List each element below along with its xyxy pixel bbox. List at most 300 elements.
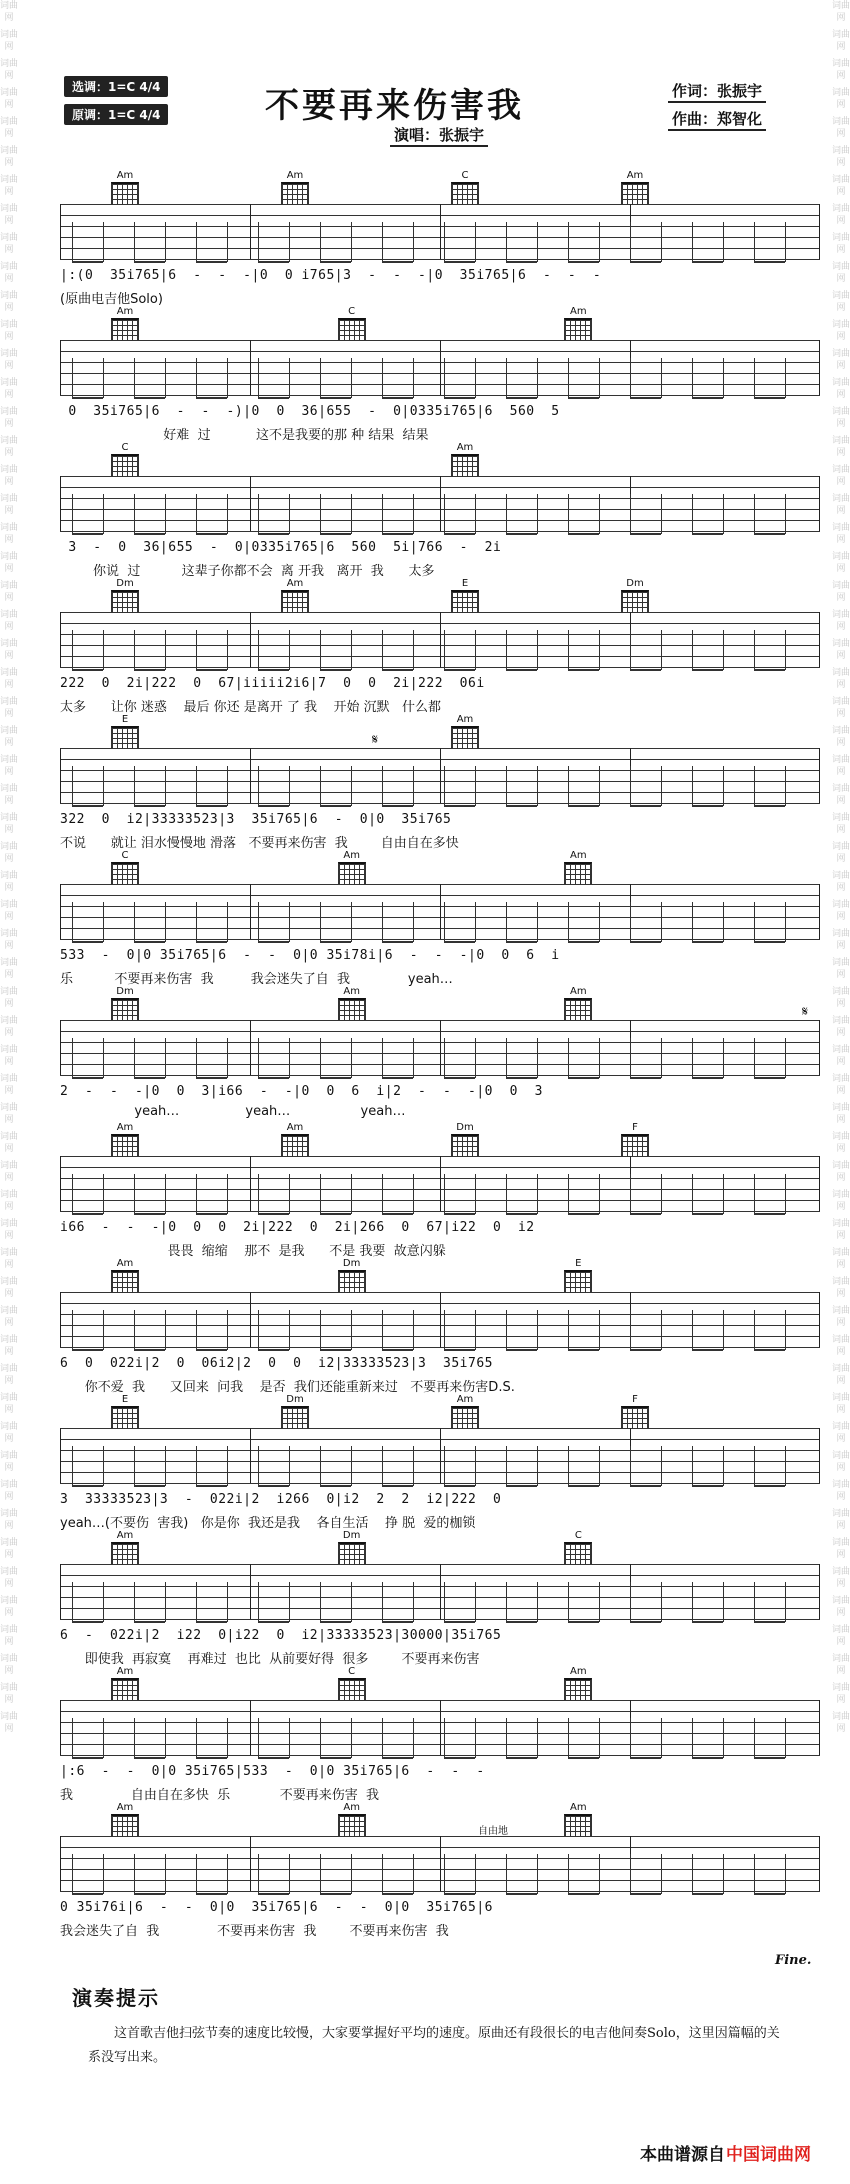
rhythm-stem: [413, 1854, 414, 1894]
chord-grid: [111, 182, 139, 205]
rhythm-beam: [196, 533, 227, 535]
rhythm-stem: [351, 902, 352, 942]
bar-line: [440, 340, 441, 395]
rhythm-stem: [351, 1718, 352, 1758]
watermark-text: 词曲网: [832, 1364, 850, 1386]
tab-row: [60, 1258, 820, 1394]
watermark-text: 词曲网: [0, 1074, 18, 1096]
rhythm-beam: [72, 1757, 103, 1759]
watermark-text: 词曲网: [0, 349, 18, 371]
watermark-text: 词曲网: [0, 1596, 18, 1618]
rhythm-beam: [134, 805, 165, 807]
rhythm-stem: [785, 1718, 786, 1758]
rhythm-beam: [320, 533, 351, 535]
watermark-text: 词曲网: [832, 1277, 850, 1299]
rhythm-stem: [661, 1718, 662, 1758]
watermark-text: 词曲网: [832, 262, 850, 284]
watermark-text: 词曲网: [0, 1451, 18, 1473]
rhythm-stem: [537, 630, 538, 670]
chord-grid: [281, 590, 309, 613]
rhythm-beam: [134, 533, 165, 535]
rhythm-stem: [320, 494, 321, 534]
watermark-text: 词曲网: [832, 117, 850, 139]
chord-diagram: [450, 170, 480, 205]
rhythm-beam: [568, 1893, 599, 1895]
staff-line: [60, 395, 820, 396]
watermark-text: 词曲网: [0, 146, 18, 168]
rhythm-stem: [785, 358, 786, 398]
bar-line: [440, 1428, 441, 1483]
rhythm-beam: [196, 1077, 227, 1079]
rhythm-stem: [723, 1854, 724, 1894]
rhythm-beam: [320, 1213, 351, 1215]
rhythm-stem: [227, 358, 228, 398]
rhythm-stem: [444, 902, 445, 942]
bar-line: [250, 612, 251, 667]
staff-line: [60, 531, 820, 532]
watermark-text: 词曲网: [832, 1, 850, 23]
rhythm-stem: [258, 1446, 259, 1486]
rhythm-stem: [754, 902, 755, 942]
chord-name: Am: [570, 1802, 587, 1813]
rhythm-stem: [754, 630, 755, 670]
staff-line: [60, 1891, 820, 1892]
rhythm-beam: [72, 1621, 103, 1623]
rhythm-beam: [568, 941, 599, 943]
rhythm-stem: [754, 1174, 755, 1214]
rhythm-stem: [785, 494, 786, 534]
rhythm-stem: [568, 766, 569, 806]
rhythm-stem: [72, 630, 73, 670]
rhythm-stem: [506, 222, 507, 262]
watermark-text: 词曲网: [832, 1393, 850, 1415]
rhythm-stem: [568, 1854, 569, 1894]
watermark-text: 词曲网: [832, 1451, 850, 1473]
lyrics-line: yeah…(不要伤 害我) 你是你 我还是我 各自生活 挣 脱 爱的枷锁: [60, 1516, 476, 1531]
rhythm-stem: [506, 1446, 507, 1486]
bar-line: [60, 204, 61, 259]
rhythm-stem: [196, 1446, 197, 1486]
rhythm-beam: [754, 1893, 785, 1895]
chord-name: Am: [116, 1530, 134, 1541]
rhythm-stem: [258, 358, 259, 398]
chord-grid: [621, 1134, 649, 1157]
watermark-text: 词曲网: [0, 726, 18, 748]
rhythm-beam: [692, 1621, 723, 1623]
chord-name: Am: [116, 1666, 134, 1677]
rhythm-stem: [723, 1038, 724, 1078]
rhythm-stem: [320, 1582, 321, 1622]
rhythm-beam: [568, 261, 599, 263]
lyrics-line: 好难 过 这不是我要的那 种 结果 结果: [60, 428, 429, 443]
lyrics-line: 不说 就让 泪水慢慢地 滑落 不要再来伤害 我 自由自在多快: [60, 836, 459, 851]
rhythm-stem: [351, 766, 352, 806]
rhythm-beam: [506, 261, 537, 263]
rhythm-stem: [413, 766, 414, 806]
tab-row: [60, 1802, 820, 1938]
chord-grid: [111, 998, 139, 1021]
watermark-text: 词曲网: [0, 871, 18, 893]
watermark-text: 词曲网: [832, 1712, 850, 1734]
rhythm-stem: [72, 902, 73, 942]
rhythm-stem: [599, 1718, 600, 1758]
rhythm-beam: [382, 1757, 413, 1759]
rhythm-stem: [196, 1718, 197, 1758]
rhythm-stem: [599, 766, 600, 806]
rhythm-stem: [537, 222, 538, 262]
rhythm-beam: [196, 669, 227, 671]
watermark-text: 词曲网: [0, 1567, 18, 1589]
watermark-text: 词曲网: [0, 1364, 18, 1386]
rhythm-beam: [258, 805, 289, 807]
rhythm-stem: [382, 766, 383, 806]
rhythm-stem: [351, 358, 352, 398]
rhythm-stem: [661, 1038, 662, 1078]
rhythm-stem: [320, 1310, 321, 1350]
watermark-text: 词曲网: [0, 494, 18, 516]
rhythm-stem: [599, 1310, 600, 1350]
watermark-text: 词曲网: [832, 1335, 850, 1357]
rhythm-stem: [754, 1446, 755, 1486]
chord-name: Dm: [626, 578, 644, 589]
chord-name: Am: [286, 1122, 304, 1133]
watermark-text: 词曲网: [832, 900, 850, 922]
rhythm-stem: [72, 222, 73, 262]
chord-diagram: [110, 1530, 140, 1565]
rhythm-beam: [692, 941, 723, 943]
chord-name: Am: [116, 1258, 134, 1269]
chord-name: Am: [456, 714, 474, 725]
rhythm-beam: [630, 941, 661, 943]
rhythm-beam: [444, 941, 475, 943]
rhythm-beam: [692, 1893, 723, 1895]
rhythm-stem: [165, 358, 166, 398]
chord-name: F: [632, 1122, 638, 1133]
chord-grid: [281, 1406, 309, 1429]
chord-name: E: [121, 1394, 129, 1405]
rhythm-beam: [692, 1077, 723, 1079]
rhythm-stem: [723, 902, 724, 942]
rhythm-stem: [568, 1718, 569, 1758]
chord-diagram: [337, 1802, 367, 1837]
rhythm-stem: [258, 1174, 259, 1214]
rhythm-stem: [72, 1310, 73, 1350]
rhythm-stem: [289, 1310, 290, 1350]
rhythm-stem: [692, 1854, 693, 1894]
rhythm-beam: [382, 533, 413, 535]
staff-line: [60, 1483, 820, 1484]
rhythm-stem: [692, 902, 693, 942]
rhythm-stem: [599, 1174, 600, 1214]
chord-diagram: [563, 1530, 593, 1565]
rhythm-stem: [568, 902, 569, 942]
rhythm-stem: [289, 902, 290, 942]
footer-site[interactable]: 中国词曲网: [726, 2145, 811, 2165]
rhythm-stem: [785, 1310, 786, 1350]
chord-name: E: [121, 714, 129, 725]
watermark-text: 词曲网: [832, 958, 850, 980]
tips-title: 演奏提示: [72, 1986, 160, 2010]
bar-line: [250, 340, 251, 395]
watermark-text: 词曲网: [832, 581, 850, 603]
watermark-text: 词曲网: [832, 146, 850, 168]
rhythm-stem: [320, 222, 321, 262]
rhythm-beam: [320, 261, 351, 263]
chord-name: E: [461, 578, 469, 589]
watermark-text: 词曲网: [0, 1219, 18, 1241]
watermark-text: 词曲网: [832, 465, 850, 487]
rhythm-stem: [568, 222, 569, 262]
rhythm-stem: [475, 1582, 476, 1622]
rhythm-stem: [630, 1718, 631, 1758]
chord-name: C: [461, 170, 469, 181]
watermark-text: 词曲网: [832, 349, 850, 371]
chord-name: Am: [570, 306, 587, 317]
bar-line: [440, 1700, 441, 1755]
chord-diagram: [563, 1666, 593, 1701]
rhythm-beam: [506, 1485, 537, 1487]
tab-staff: [60, 1428, 820, 1483]
chord-name: C: [348, 306, 356, 317]
rhythm-stem: [227, 630, 228, 670]
rhythm-stem: [599, 630, 600, 670]
chord-grid: [564, 998, 592, 1021]
watermark-text: 词曲网: [832, 88, 850, 110]
chord-name: F: [632, 1394, 638, 1405]
chord-grid: [111, 862, 139, 885]
segno-icon: 𝄋: [802, 1004, 809, 1020]
rhythm-stem: [134, 494, 135, 534]
watermark-text: 词曲网: [0, 465, 18, 487]
rhythm-stem: [475, 1174, 476, 1214]
rhythm-stem: [134, 1718, 135, 1758]
rhythm-stem: [289, 358, 290, 398]
rhythm-beam: [754, 805, 785, 807]
watermark-text: 词曲网: [0, 378, 18, 400]
chord-grid: [111, 1406, 139, 1429]
chord-grid: [621, 182, 649, 205]
rhythm-stem: [754, 358, 755, 398]
watermark-text: 词曲网: [0, 1509, 18, 1531]
watermark-text: 词曲网: [0, 1045, 18, 1067]
rhythm-stem: [227, 1310, 228, 1350]
watermark-text: 词曲网: [832, 233, 850, 255]
watermark-text: 词曲网: [832, 1509, 850, 1531]
rhythm-beam: [382, 1621, 413, 1623]
rhythm-stem: [289, 1446, 290, 1486]
rhythm-stem: [475, 1718, 476, 1758]
chord-grid: [338, 318, 366, 341]
bar-line: [60, 1564, 61, 1619]
lyrics-line: 你不爱 我 又回来 问我 是否 我们还能重新来过 不要再来伤害D.S.: [60, 1380, 515, 1395]
rhythm-beam: [196, 1349, 227, 1351]
chord-grid: [111, 1678, 139, 1701]
rhythm-stem: [568, 1446, 569, 1486]
rhythm-stem: [630, 630, 631, 670]
numbered-notation: i66 - - -|0 0 0 2i|222 0 2i|266 0 67|i22 0 i2: [60, 1220, 535, 1235]
rhythm-stem: [723, 1310, 724, 1350]
rhythm-stem: [537, 1310, 538, 1350]
chord-diagram: [450, 1394, 480, 1429]
watermark-text: 词曲网: [0, 581, 18, 603]
chord-grid: [111, 1814, 139, 1837]
chord-name: Am: [286, 170, 304, 181]
rhythm-stem: [568, 358, 569, 398]
rhythm-beam: [382, 1893, 413, 1895]
chord-name: Am: [116, 306, 134, 317]
rhythm-stem: [444, 766, 445, 806]
rhythm-beam: [320, 1077, 351, 1079]
rhythm-stem: [227, 902, 228, 942]
rhythm-stem: [351, 1038, 352, 1078]
rhythm-beam: [692, 1213, 723, 1215]
watermark-text: 词曲网: [0, 523, 18, 545]
rhythm-stem: [537, 1718, 538, 1758]
rhythm-stem: [382, 1038, 383, 1078]
rhythm-beam: [72, 941, 103, 943]
chord-name: Am: [116, 1802, 134, 1813]
watermark-text: 词曲网: [832, 1306, 850, 1328]
rhythm-stem: [227, 1038, 228, 1078]
rhythm-beam: [568, 397, 599, 399]
rhythm-stem: [413, 1582, 414, 1622]
watermark-text: 词曲网: [832, 813, 850, 835]
rhythm-stem: [258, 494, 259, 534]
chord-name: Dm: [286, 1394, 304, 1405]
original-key-label: 原调：1=C 4/4: [64, 104, 168, 125]
watermark-text: 词曲网: [0, 639, 18, 661]
rhythm-stem: [754, 1854, 755, 1894]
rhythm-stem: [475, 494, 476, 534]
rhythm-beam: [320, 1349, 351, 1351]
watermark-text: 词曲网: [0, 59, 18, 81]
chord-diagram: [450, 578, 480, 613]
rhythm-stem: [723, 358, 724, 398]
tab-staff: [60, 1292, 820, 1347]
watermark-text: 词曲网: [0, 1712, 18, 1734]
rhythm-stem: [382, 1582, 383, 1622]
bar-line: [819, 1700, 820, 1755]
rhythm-stem: [537, 902, 538, 942]
numbered-notation: |:6 - - 0|0 35i765|533 - 0|0 35i765|6 - - -: [60, 1764, 485, 1779]
rhythm-stem: [165, 1718, 166, 1758]
rhythm-beam: [320, 669, 351, 671]
chord-diagram: [620, 1122, 650, 1157]
tab-staff: [60, 748, 820, 803]
rhythm-stem: [320, 1174, 321, 1214]
rhythm-beam: [506, 1349, 537, 1351]
rhythm-stem: [785, 766, 786, 806]
rhythm-beam: [630, 1349, 661, 1351]
rhythm-stem: [258, 1718, 259, 1758]
rhythm-stem: [444, 1854, 445, 1894]
rhythm-stem: [382, 630, 383, 670]
rhythm-stem: [444, 630, 445, 670]
bar-line: [250, 884, 251, 939]
watermark-text: 词曲网: [832, 436, 850, 458]
rhythm-beam: [630, 533, 661, 535]
rhythm-beam: [444, 1213, 475, 1215]
watermark-text: 词曲网: [0, 958, 18, 980]
rhythm-stem: [72, 766, 73, 806]
rhythm-stem: [196, 358, 197, 398]
chord-name: Am: [286, 578, 304, 589]
rhythm-stem: [506, 1718, 507, 1758]
rhythm-stem: [103, 1582, 104, 1622]
rhythm-stem: [134, 222, 135, 262]
chord-diagram: [450, 442, 480, 477]
rhythm-stem: [413, 1446, 414, 1486]
chord-name: C: [121, 442, 129, 453]
watermark-text: 词曲网: [832, 1161, 850, 1183]
rhythm-beam: [382, 1349, 413, 1351]
watermark-text: 词曲网: [832, 494, 850, 516]
rhythm-stem: [692, 1038, 693, 1078]
chord-diagram: [563, 986, 593, 1021]
rhythm-stem: [382, 1446, 383, 1486]
rhythm-stem: [599, 1038, 600, 1078]
rhythm-stem: [630, 766, 631, 806]
rhythm-stem: [196, 1174, 197, 1214]
rhythm-stem: [227, 766, 228, 806]
lyrics-line: (原曲电吉他Solo): [60, 292, 163, 307]
rhythm-beam: [754, 1213, 785, 1215]
bar-line: [819, 1156, 820, 1211]
rhythm-stem: [692, 630, 693, 670]
rhythm-beam: [258, 1349, 289, 1351]
bar-line: [60, 1428, 61, 1483]
watermark-text: 词曲网: [0, 1, 18, 23]
rhythm-beam: [506, 397, 537, 399]
rhythm-beam: [258, 533, 289, 535]
rhythm-stem: [351, 630, 352, 670]
watermark-text: 词曲网: [0, 1306, 18, 1328]
rhythm-stem: [692, 1718, 693, 1758]
rhythm-stem: [475, 222, 476, 262]
rhythm-beam: [72, 1893, 103, 1895]
watermark-text: 词曲网: [0, 117, 18, 139]
bar-line: [60, 1292, 61, 1347]
rhythm-stem: [754, 1718, 755, 1758]
rhythm-stem: [320, 1038, 321, 1078]
rhythm-beam: [506, 669, 537, 671]
chord-diagram: [110, 442, 140, 477]
rhythm-stem: [320, 1718, 321, 1758]
bar-line: [250, 476, 251, 531]
rhythm-beam: [754, 261, 785, 263]
watermark-text: 词曲网: [0, 697, 18, 719]
chord-name: Dm: [342, 1258, 361, 1269]
rhythm-stem: [475, 902, 476, 942]
watermark-text: 词曲网: [832, 639, 850, 661]
watermark-text: 词曲网: [0, 30, 18, 52]
rhythm-beam: [134, 1757, 165, 1759]
rhythm-stem: [289, 630, 290, 670]
bar-line: [250, 1292, 251, 1347]
lyrics-line: 你说 过 这辈子你都不会 离 开我 离开 我 太多: [60, 564, 435, 579]
rhythm-stem: [692, 222, 693, 262]
tab-row: [60, 1666, 820, 1802]
rhythm-beam: [320, 397, 351, 399]
tab-row: [60, 1530, 820, 1666]
bar-line: [60, 1156, 61, 1211]
bar-line: [440, 204, 441, 259]
chord-diagram: [110, 306, 140, 341]
chord-grid: [338, 862, 366, 885]
watermark-text: 词曲网: [0, 175, 18, 197]
bar-line: [440, 1292, 441, 1347]
rhythm-stem: [227, 222, 228, 262]
